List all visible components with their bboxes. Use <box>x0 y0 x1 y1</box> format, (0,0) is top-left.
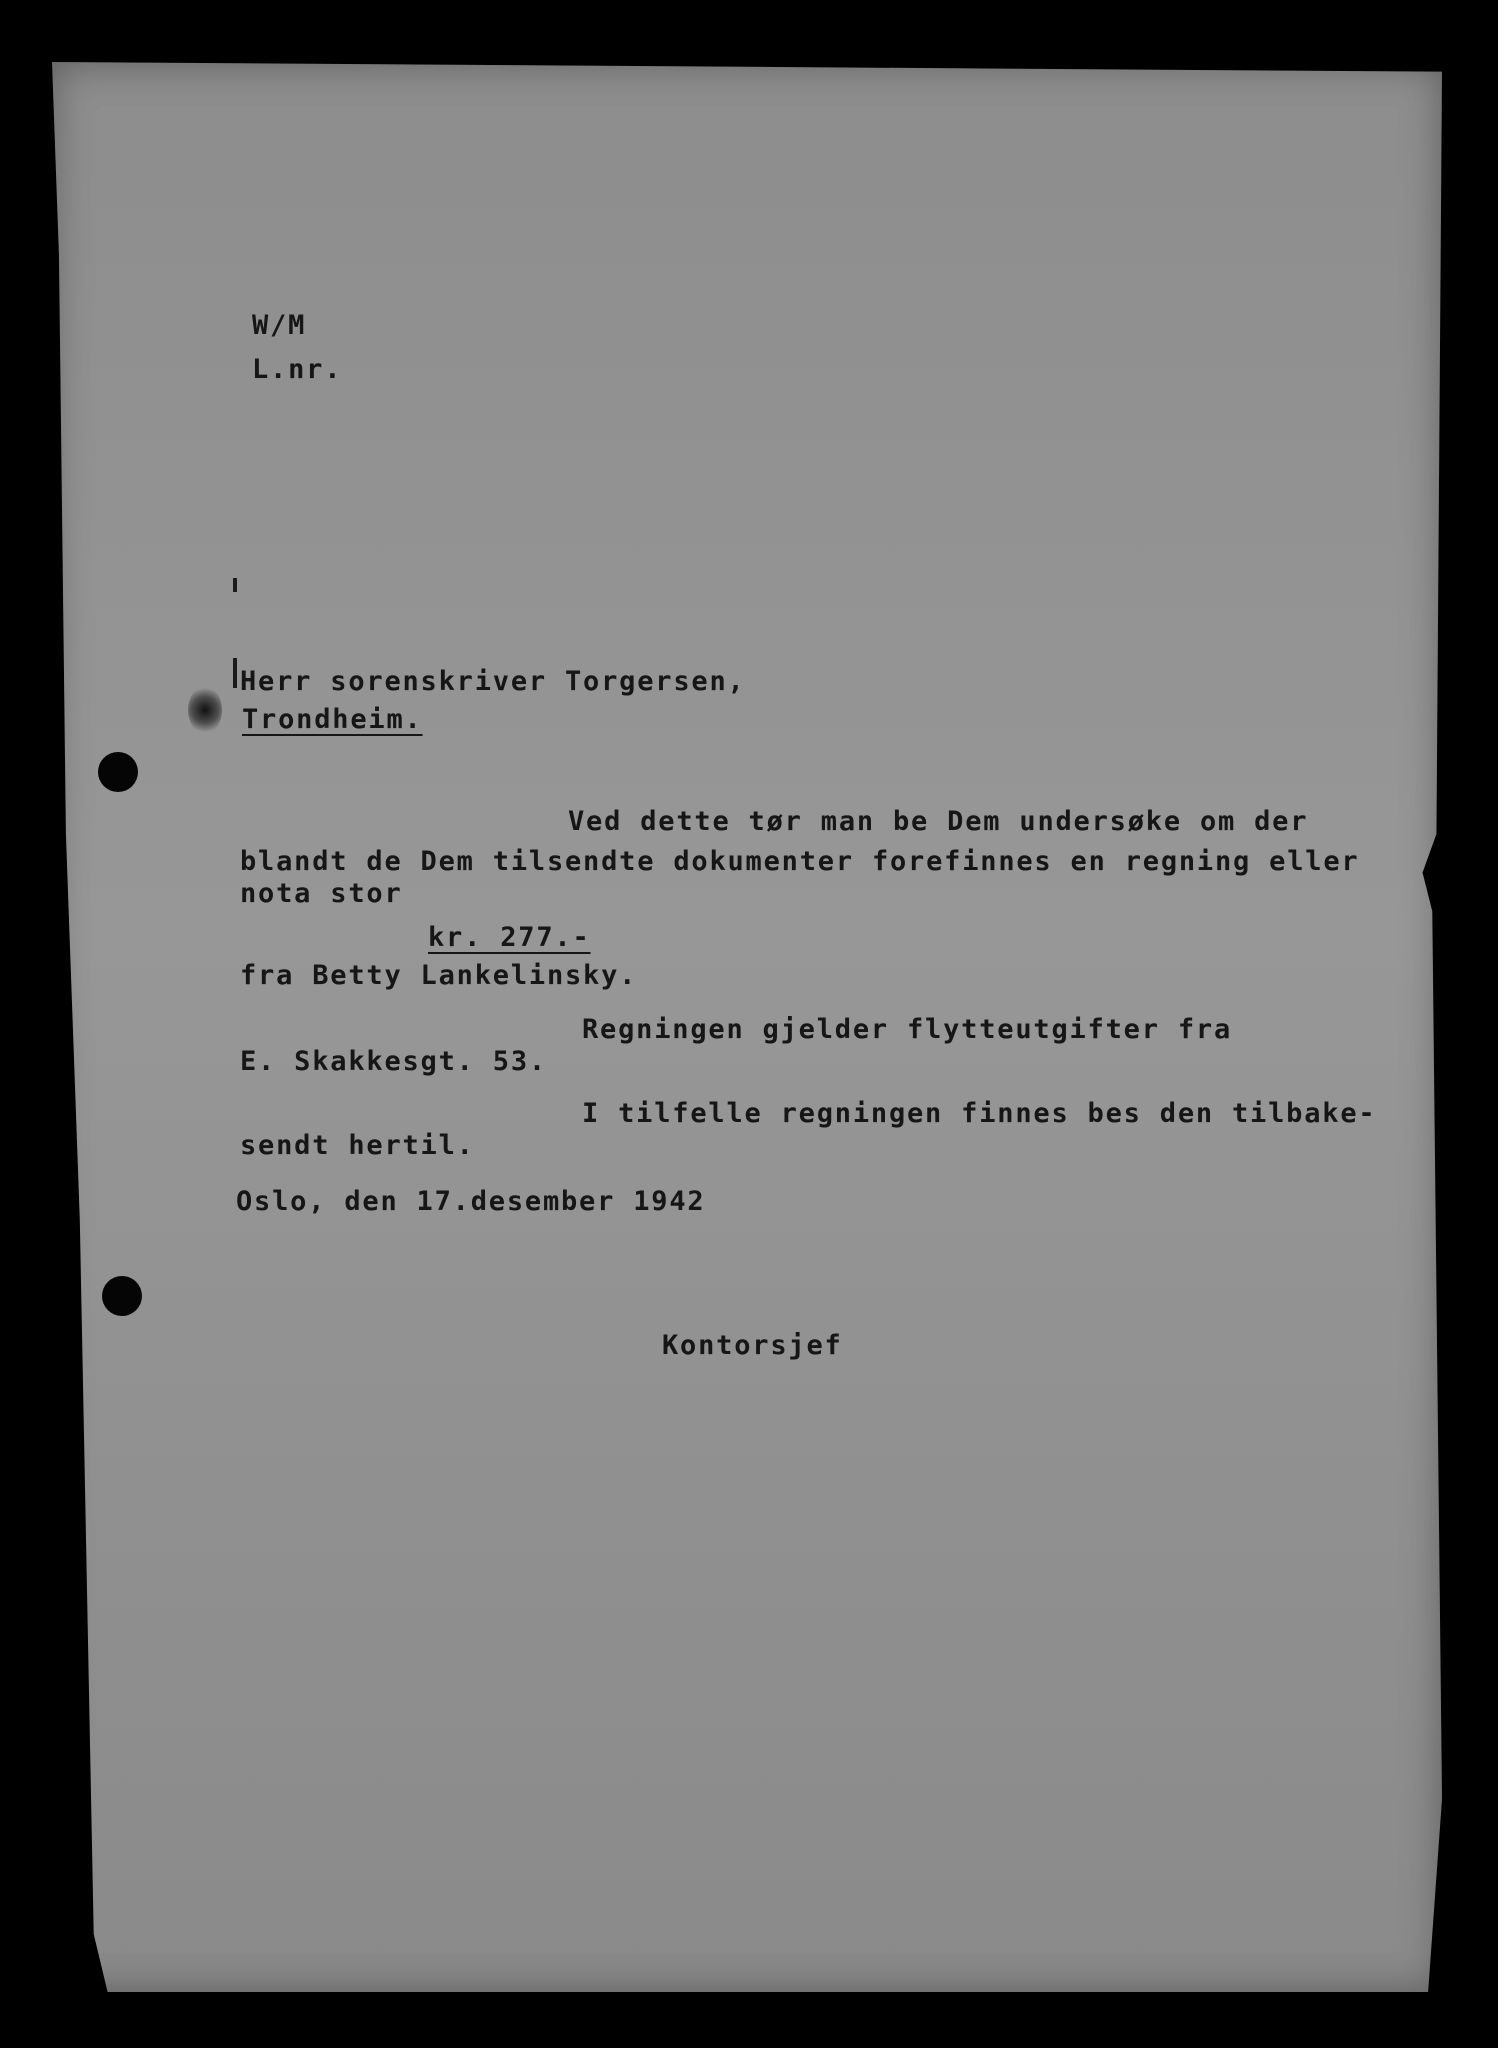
ink-smudge <box>188 686 222 734</box>
body-paragraph-3-line-1: I tilfelle regningen finnes bes den tilbake- <box>582 1098 1377 1129</box>
signature-title: Kontorsjef <box>662 1330 843 1361</box>
reference-number-label: L.nr. <box>252 354 343 385</box>
header-initials: W/M <box>252 310 307 341</box>
amount: kr. 277.- <box>428 922 591 953</box>
punch-hole-bottom <box>102 1276 142 1316</box>
body-paragraph-2-line-1: Regningen gjelder flytteutgifter fra <box>582 1014 1232 1045</box>
body-paragraph-1-line-2: blandt de Dem tilsendte dokumenter forefinnes en regning eller <box>240 846 1360 877</box>
recipient-name: Herr sorenskriver Torgersen, <box>240 666 746 697</box>
body-paragraph-1-line-1: Ved dette tør man be Dem undersøke om der <box>568 806 1309 837</box>
sender-line: fra Betty Lankelinsky. <box>240 960 638 991</box>
body-paragraph-1-line-3: nota stor <box>240 878 403 909</box>
body-paragraph-3-line-2: sendt hertil. <box>240 1130 475 1161</box>
body-paragraph-2-line-2: E. Skakkesgt. 53. <box>240 1046 547 1077</box>
margin-mark <box>233 578 237 592</box>
punch-hole-top <box>98 752 138 792</box>
margin-mark <box>233 658 237 688</box>
dateline: Oslo, den 17.desember 1942 <box>236 1186 706 1217</box>
recipient-city: Trondheim. <box>242 704 423 735</box>
